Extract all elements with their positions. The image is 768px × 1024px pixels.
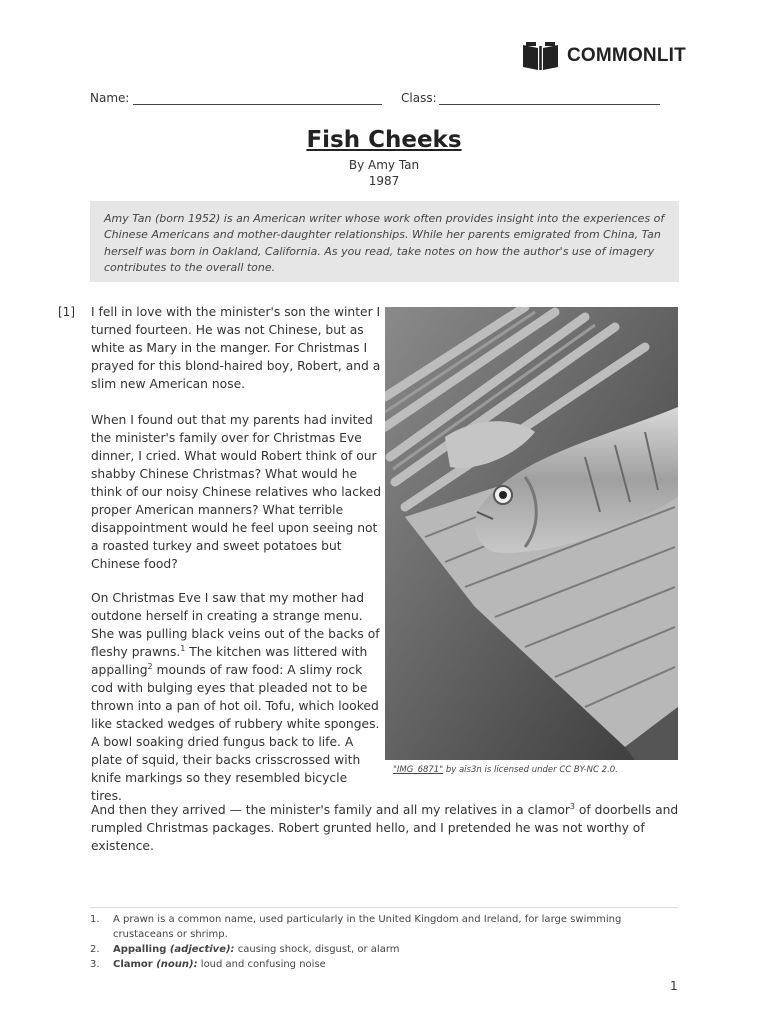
paragraph-4-text-b: of doorbells and rumpled Christmas packages. Robert grunted hello, and I pretended he was not worthy of existence. [91, 803, 679, 853]
paragraph-4 [91, 801, 681, 855]
class-line[interactable] [439, 104, 660, 105]
document-title: Fish Cheeks [306, 127, 462, 153]
name-line[interactable] [133, 104, 382, 105]
photo-caption [393, 765, 618, 775]
logo-text: COMMONLIT [567, 45, 686, 66]
footnote-pos: (noun): [152, 959, 198, 970]
paragraph-2 [91, 411, 381, 573]
paragraph-1 [91, 303, 381, 393]
paragraph-3-text-c: mounds of raw food: A slimy rock cod with bulging eyes that pleaded not to be thrown into a pan of hot oil. Tofu, which looked like stacked wedges of rubbery white sponges. A bowl soaking dried fungus back to life. A plate of squid, their backs crisscrossed with knife markings so they resembled bicycle tires. [91, 663, 380, 803]
footnote-item [90, 942, 680, 957]
paragraph-1-text: I fell in love with the minister's son the winter I turned fourteen. He was not Chinese, but as white as Mary in the manger. For Christmas I prayed for this blond-haired boy, Robert, and a slim new American nose. [91, 305, 381, 391]
name-label: Name: [90, 91, 130, 105]
footnote-item [90, 912, 680, 942]
footnote-number: 2. [90, 944, 100, 955]
commonlit-logo [522, 41, 686, 71]
footnote-ref-2[interactable]: 2 [147, 661, 153, 671]
class-label: Class: [401, 91, 437, 105]
footnotes [90, 912, 680, 972]
fish-photo [385, 307, 678, 760]
paragraph-4-text-a: And then they arrived — the minister's family and all my relatives in a clamor [91, 803, 570, 817]
footnote-number: 1. [90, 914, 100, 925]
intro-box: Amy Tan (born 1952) is an American writer whose work often provides insight into the experiences of Chinese Americans and mother-daughter relationships. While her parents emigrated from China, Tan herself was born in Oakland, California. As you read, take notes on how the author's use of imagery contributes to the overall tone. [90, 201, 679, 282]
footnote-ref-3[interactable]: 3 [569, 801, 575, 811]
footnote-text: causing shock, disgust, or alarm [234, 944, 400, 955]
footnote-term: Clamor [113, 959, 153, 970]
footnote-number: 3. [90, 959, 100, 970]
paragraph-3-text-b: The kitchen was littered with appalling [91, 645, 368, 677]
paragraph-3-text-a: On Christmas Eve I saw that my mother had outdone herself in creating a strange menu. She was pulling black veins out of the backs of fleshy prawns. [91, 591, 380, 659]
footnote-ref-1[interactable]: 1 [180, 643, 186, 653]
photo-caption-text: by ais3n is licensed under CC BY-NC 2.0. [443, 765, 618, 775]
footnote-item [90, 957, 680, 972]
paragraph-number: [1] [58, 305, 75, 319]
footnote-term: Appalling [113, 944, 167, 955]
year-line: 1987 [368, 174, 400, 188]
footnote-divider [90, 907, 678, 908]
footnote-text: loud and confusing noise [197, 959, 326, 970]
page-number: 1 [670, 979, 678, 993]
photo-caption-link[interactable]: "IMG_6871" [393, 765, 444, 775]
footnote-text: A prawn is a common name, used particularly in the United Kingdom and Ireland, for large swimming crustaceans or shrimp. [113, 914, 622, 940]
paragraph-3 [91, 589, 381, 805]
footnote-pos: (adjective): [166, 944, 235, 955]
open-book-icon [522, 41, 559, 71]
paragraph-2-text: When I found out that my parents had invited the minister's family over for Christmas Eve dinner, I cried. What would Robert think of our shabby Chinese Christmas? What would he think of our noisy Chinese relatives who lacked proper American manners? What terrible disappointment would he feel upon seeing not a roasted turkey and sweet potatoes but Chinese food? [91, 413, 382, 571]
author-line: By Amy Tan [348, 158, 420, 172]
